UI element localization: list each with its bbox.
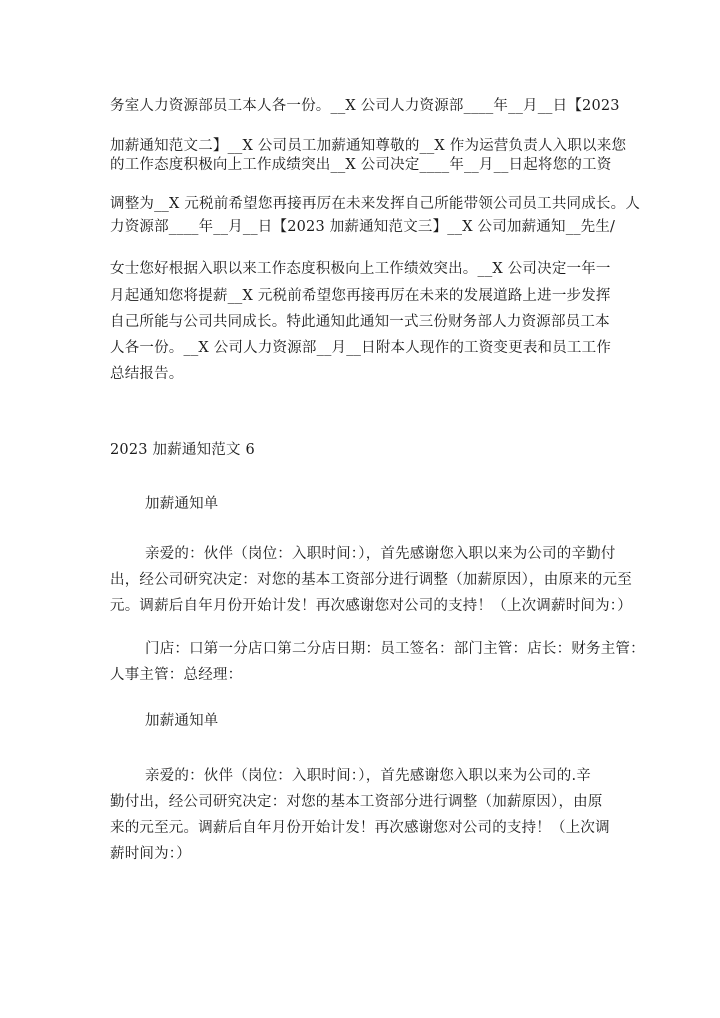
- text-line: 来的元至元。调薪后自年月份开始计发！再次感谢您对公司的支持！（上次调: [110, 820, 610, 836]
- text-line: 加薪通知范文二】__X 公司员工加薪通知尊敬的__X 作为运营负责人入职以来您: [110, 138, 627, 154]
- text-line: 的工作态度积极向上工作成绩突出__X 公司决定____年__月__日起将您的工资: [110, 157, 612, 173]
- notice-title: 加薪通知单: [145, 713, 219, 729]
- text-line: 门店：口第一分店口第二分店日期：员工签名：部门主管：店长：财务主管：: [145, 641, 645, 657]
- text-line: 务室人力资源部员工本人各一份。__X 公司人力资源部____年__月__日【2023: [110, 98, 620, 114]
- text-line: 总结报告。: [110, 366, 184, 382]
- section-heading: 2023 加薪通知范文 6: [110, 442, 255, 458]
- text-line: 勤付出，经公司研究决定：对您的基本工资部分进行调整（加薪原因），由原: [110, 794, 603, 810]
- text-line: 月起通知您将提薪__X 元税前希望您再接再厉在未来的发展道路上进一步发挥: [110, 288, 611, 304]
- text-line: 亲爱的：伙伴（岗位：入职时间：），首先感谢您入职以来为公司的辛勤付: [145, 546, 616, 562]
- text-line: 元。调薪后自年月份开始计发！再次感谢您对公司的支持！（上次调薪时间为：）: [110, 598, 632, 614]
- text-line: 人各一份。__X 公司人力资源部__月__日附本人现作的工资变更表和员工工作: [110, 340, 612, 356]
- text-line: 人事主管：总经理：: [110, 667, 243, 683]
- text-line: 薪时间为：）: [110, 846, 191, 862]
- text-line: 调整为__X 元税前希望您再接再厉在未来发挥自己所能带领公司员工共同成长。人: [110, 196, 641, 212]
- text-line: 女士您好根据入职以来工作态度积极向上工作绩效突出。__X 公司决定一年一: [110, 261, 611, 277]
- text-line: 出，经公司研究决定：对您的基本工资部分进行调整（加薪原因），由原来的元至: [110, 572, 632, 588]
- text-line: 自己所能与公司共同成长。特此通知此通知一式三份财务部人力资源部员工本: [110, 314, 610, 330]
- notice-title: 加薪通知单: [145, 496, 219, 512]
- text-line: 亲爱的：伙伴（岗位：入职时间：），首先感谢您入职以来为公司的.辛: [145, 768, 592, 784]
- text-line: 力资源部____年__月__日【2023 加薪通知范文三】__X 公司加薪通知__先生/: [110, 219, 616, 235]
